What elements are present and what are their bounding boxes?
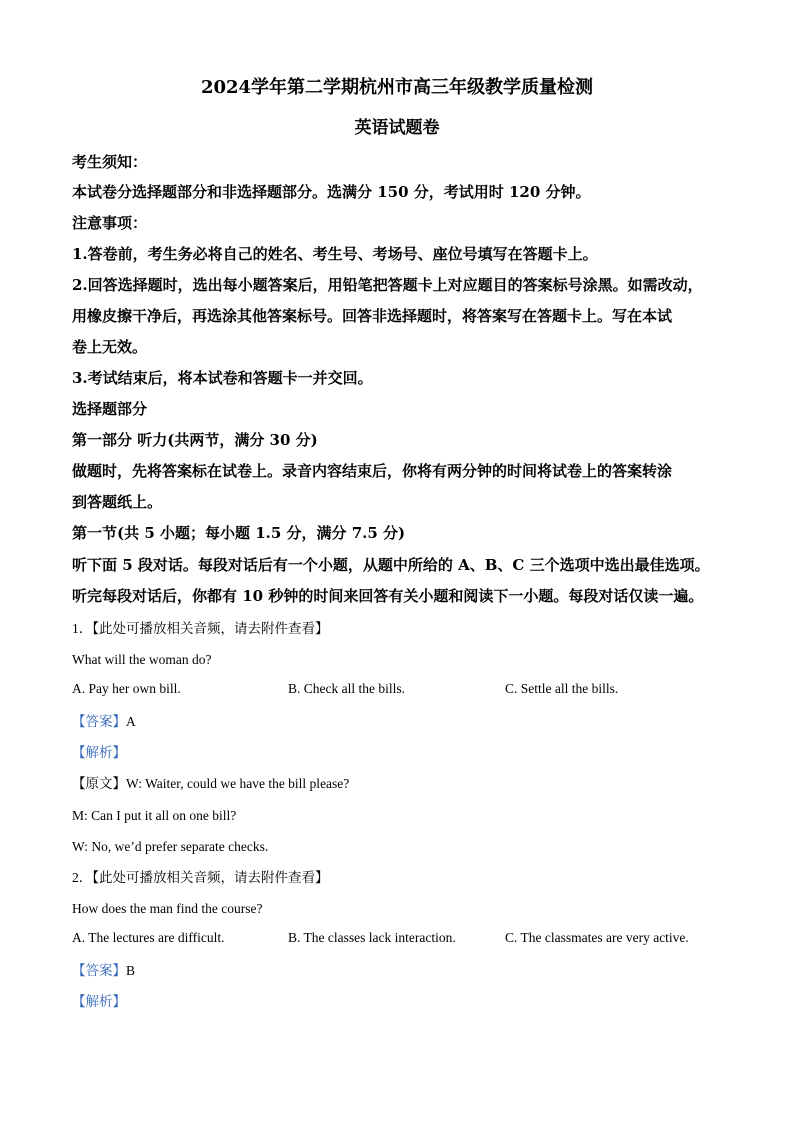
question-2-text: How does the man find the course? (72, 901, 263, 916)
transcript-tag: 【原文】 (72, 776, 126, 791)
exam-subtitle: 英语试题卷 (354, 118, 440, 138)
question-1-transcript-line-3: W: No, we’d prefer separate checks. (72, 839, 269, 854)
question-2-option-a: A. The lectures are difficult. (72, 930, 225, 945)
answer-value: A (126, 714, 136, 729)
part1-heading: 第一部分 听力(共两节，满分 30 分) (72, 431, 318, 449)
question-1-transcript-line-2: M: Can I put it all on one bill? (72, 808, 237, 823)
precaution-item-2-line-1: 2.回答选择题时，选出每小题答案后，用铅笔把答题卡上对应题目的答案标号涂黑。如需改动， (72, 276, 703, 294)
question-1-option-c: C. Settle all the bills. (505, 681, 619, 696)
question-2-answer (72, 961, 727, 981)
question-1-transcript-line-1 (72, 774, 727, 794)
question-1-analysis-label: 【解析】 (72, 745, 126, 760)
question-1-option-a: A. Pay her own bill. (72, 681, 181, 696)
precaution-item-2-line-2: 用橡皮擦干净后，再选涂其他答案标号。回答非选择题时，将答案写在答题卡上。写在本试 (72, 307, 673, 325)
part1-instruction-line-2: 到答题纸上。 (72, 493, 163, 511)
notice-text: 本试卷分选择题部分和非选择题部分。选满分 150 分，考试用时 120 分钟。 (72, 183, 591, 201)
question-1-audio[interactable]: 1．【此处可播放相关音频，请去附件查看】 (72, 621, 329, 636)
question-1-text: What will the woman do? (72, 652, 212, 667)
question-1-answer (72, 712, 727, 732)
section-label: 选择题部分 (72, 400, 148, 418)
answer-label: 【答案】 (72, 714, 126, 729)
part1-instruction-line-1: 做题时，先将答案标在试卷上。录音内容结束后，你将有两分钟的时间将试卷上的答案转涂 (72, 462, 673, 480)
notice-heading: 考生须知： (72, 153, 148, 171)
section1-instruction-line-2: 听完每段对话后，你都有 10 秒钟的时间来回答有关小题和阅读下一小题。每段对话仅读一遍。 (72, 587, 704, 605)
precaution-item-3: 3.考试结束后，将本试卷和答题卡一并交回。 (72, 369, 373, 387)
question-1-option-b: B. Check all the bills. (288, 681, 405, 696)
answer-label: 【答案】 (72, 963, 126, 978)
exam-title: 2024学年第二学期杭州市高三年级教学质量检测 (200, 77, 594, 98)
section1-instruction-line-1: 听下面 5 段对话。每段对话后有一个小题，从题中所给的 A、B、C 三个选项中选出最佳选项。 (72, 556, 710, 574)
precaution-item-1: 1.答卷前，考生务必将自己的姓名、考生号、考场号、座位号填写在答题卡上。 (72, 245, 598, 263)
precaution-item-2-line-3: 卷上无效。 (72, 338, 148, 356)
precautions-heading: 注意事项： (72, 214, 148, 232)
question-2-analysis-label: 【解析】 (72, 994, 126, 1009)
transcript-text: W: Waiter, could we have the bill please? (126, 776, 350, 791)
section1-heading: 第一节(共 5 小题；每小题 1.5 分，满分 7.5 分) (72, 524, 406, 542)
question-2-audio[interactable]: 2．【此处可播放相关音频，请去附件查看】 (72, 870, 329, 885)
answer-value: B (126, 963, 136, 978)
question-2-option-c: C. The classmates are very active. (505, 930, 689, 945)
question-2-option-b: B. The classes lack interaction. (288, 930, 456, 945)
